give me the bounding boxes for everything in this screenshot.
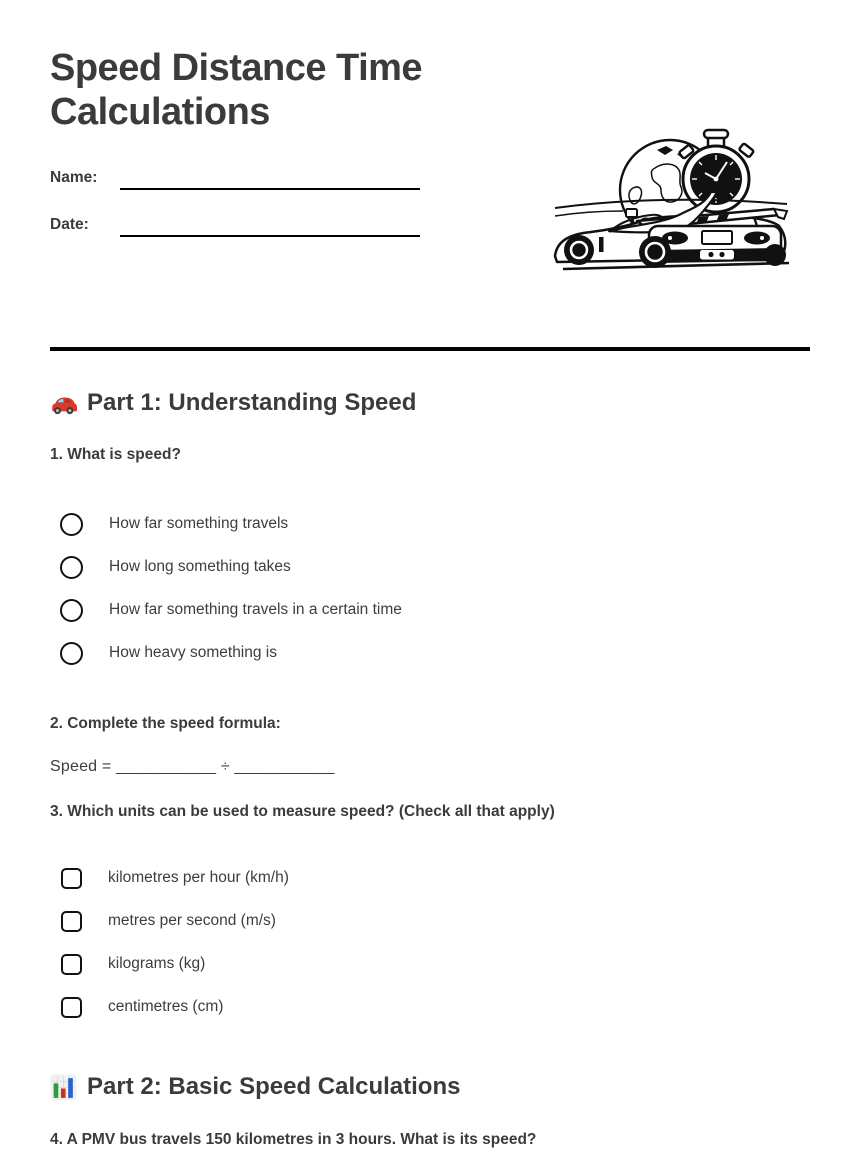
q3-option-row-1 <box>50 867 810 889</box>
question-3: 3. Which units can be used to measure speed? (Check all that apply) <box>50 803 555 820</box>
radio-q1-option-3[interactable] <box>60 599 83 622</box>
page-title: Speed Distance Time Calculations <box>50 47 423 133</box>
speed-formula-blanks: Speed = ___________ ÷ ___________ <box>50 758 335 775</box>
q1-option-row-3 <box>50 598 810 622</box>
part2-heading-text: Part 2: Basic Speed Calculations <box>87 1073 461 1100</box>
part1-heading <box>50 388 810 418</box>
q3-option-2-label: metres per second (m/s) <box>108 912 276 929</box>
date-input-line[interactable] <box>120 213 420 237</box>
radio-q1-option-2[interactable] <box>60 556 83 579</box>
name-label: Name: <box>50 169 98 186</box>
red-car-emoji-icon <box>50 390 77 417</box>
section-divider <box>50 347 810 351</box>
car-globe-stopwatch-illustration <box>551 124 791 274</box>
q1-options <box>50 512 810 665</box>
question-2: 2. Complete the speed formula: <box>50 715 281 732</box>
date-label: Date: <box>50 216 89 233</box>
q3-options <box>50 867 810 1018</box>
name-input-line[interactable] <box>120 166 420 190</box>
q3-option-1-label: kilometres per hour (km/h) <box>108 869 289 886</box>
q3-option-3-label: kilograms (kg) <box>108 955 206 972</box>
question-4: 4. A PMV bus travels 150 kilometres in 3 hours. What is its speed? <box>50 1131 537 1148</box>
q1-option-1-label: How far something travels <box>109 515 289 532</box>
q3-option-row-3 <box>50 953 810 975</box>
q3-option-row-4 <box>50 996 810 1018</box>
checkbox-q3-option-2[interactable] <box>61 911 82 932</box>
bar-chart-emoji-icon <box>50 1074 77 1101</box>
q3-option-4-label: centimetres (cm) <box>108 998 224 1015</box>
checkbox-q3-option-1[interactable] <box>61 868 82 889</box>
q1-option-3-label: How far something travels in a certain time <box>109 601 402 618</box>
q1-option-row-2 <box>50 555 810 579</box>
q1-option-row-1 <box>50 512 810 536</box>
part1-heading-text: Part 1: Understanding Speed <box>87 389 417 416</box>
checkbox-q3-option-4[interactable] <box>61 997 82 1018</box>
q1-option-row-4 <box>50 641 810 665</box>
question-1: 1. What is speed? <box>50 446 181 463</box>
q1-option-2-label: How long something takes <box>109 558 291 575</box>
q3-option-row-2 <box>50 910 810 932</box>
part2-heading <box>50 1072 810 1102</box>
radio-q1-option-1[interactable] <box>60 513 83 536</box>
checkbox-q3-option-3[interactable] <box>61 954 82 975</box>
radio-q1-option-4[interactable] <box>60 642 83 665</box>
q1-option-4-label: How heavy something is <box>109 644 277 661</box>
